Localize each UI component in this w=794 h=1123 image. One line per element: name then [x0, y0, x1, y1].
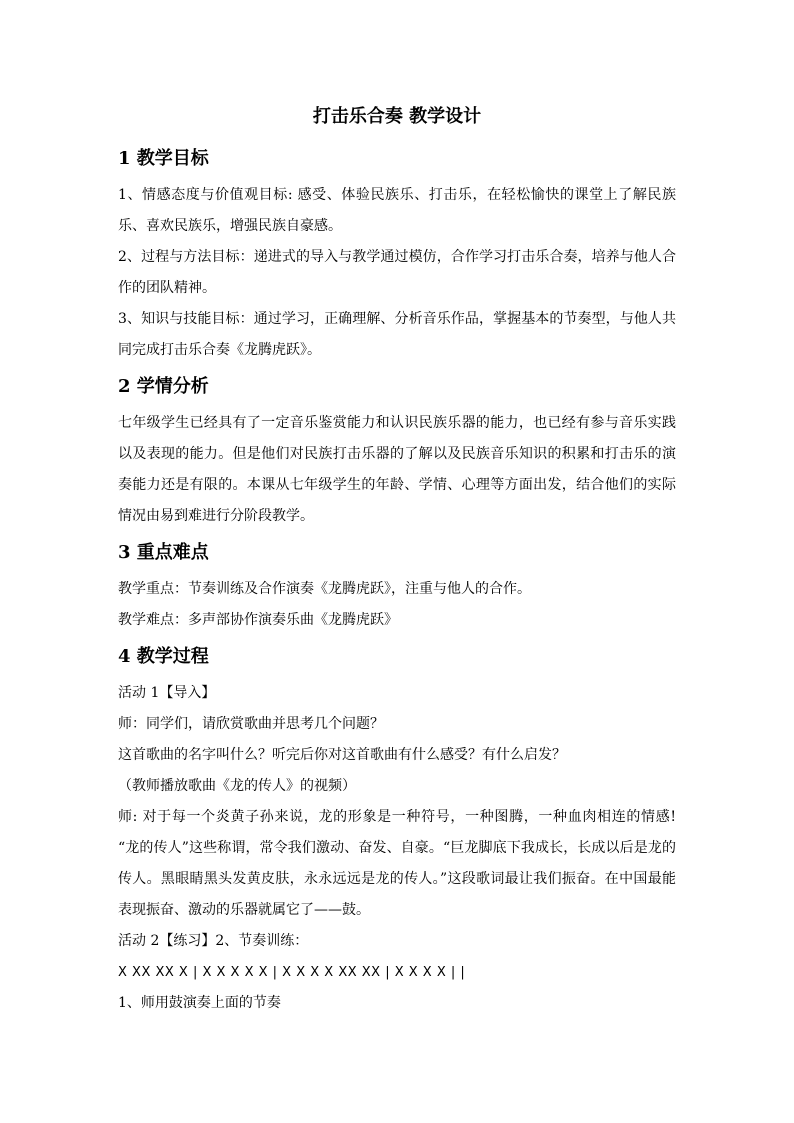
- section-heading-process: 4 教学过程: [118, 646, 209, 667]
- process-activity-1: 活动 1【导入】: [118, 685, 216, 701]
- document-title: 打击乐合奏 教学设计: [312, 106, 482, 127]
- analysis-paragraph-1: 七年级学生已经具有了一定音乐鉴赏能力和认识民族乐器的能力，也已经有参与音乐实践以及表现的能力。但是他们对民族打击乐器的了解以及民族音乐知识的积累和打击乐的演奏能力还是有限的。本课从七年级学生的年龄、学情、心理等方面出发，结合他们的实际情况由易到难进行分阶段教学。: [118, 415, 676, 524]
- keypoints-paragraph-2: 教学难点：多声部协作演奏乐曲《龙腾虎跃》: [118, 612, 398, 628]
- section-heading-analysis: 2 学情分析: [118, 376, 209, 397]
- goals-paragraph-3: 3、知识与技能目标：通过学习，正确理解、分析音乐作品，掌握基本的节奏型，与他人共同完成打击乐合奏《龙腾虎跃》。: [118, 311, 676, 358]
- keypoints-paragraph-1: 教学重点：节奏训练及合作演奏《龙腾虎跃》，注重与他人的合作。: [118, 581, 531, 597]
- goals-paragraph-2: 2、过程与方法目标：递进式的导入与教学通过模仿，合作学习打击乐合奏，培养与他人合作的团队精神。: [118, 249, 676, 296]
- section-heading-goals: 1 教学目标: [118, 148, 209, 169]
- rhythm-notation: X XX XX X | X X X X X | X X X X XX XX | X X X X | |: [118, 965, 466, 980]
- goals-paragraph-1: 1、情感态度与价值观目标: 感受、体验民族乐、打击乐，在轻松愉快的课堂上了解民族乐、喜欢民族乐，增强民族自豪感。: [118, 187, 676, 234]
- section-heading-keypoints: 3 重点难点: [118, 542, 209, 563]
- process-paragraph-5: 师: 对于每一个炎黄子孙来说，龙的形象是一种符号，一种图腾，一种血肉相连的情感! “龙的传人”这些称谓，常令我们激动、奋发、自豪。“巨龙脚底下我成长，长成以后是龙的传人。黑眼睛黑头发黄皮肤，永永远远是龙的传人。”这段歌词最让我们振奋。在中国最能表现振奋、激动的乐器就属它了——鼓。: [118, 809, 676, 918]
- process-paragraph-3: 这首歌曲的名字叫什么？听完后你对这首歌曲有什么感受？有什么启发？: [118, 747, 566, 763]
- process-paragraph-8: 1、师用鼓演奏上面的节奏: [118, 995, 281, 1011]
- process-paragraph-4: （教师播放歌曲《龙的传人》的视频）: [118, 778, 356, 794]
- process-paragraph-2: 师：同学们，请欣赏歌曲并思考几个问题？: [118, 716, 384, 732]
- process-activity-2: 活动 2【练习】2、节奏训练：: [118, 933, 309, 949]
